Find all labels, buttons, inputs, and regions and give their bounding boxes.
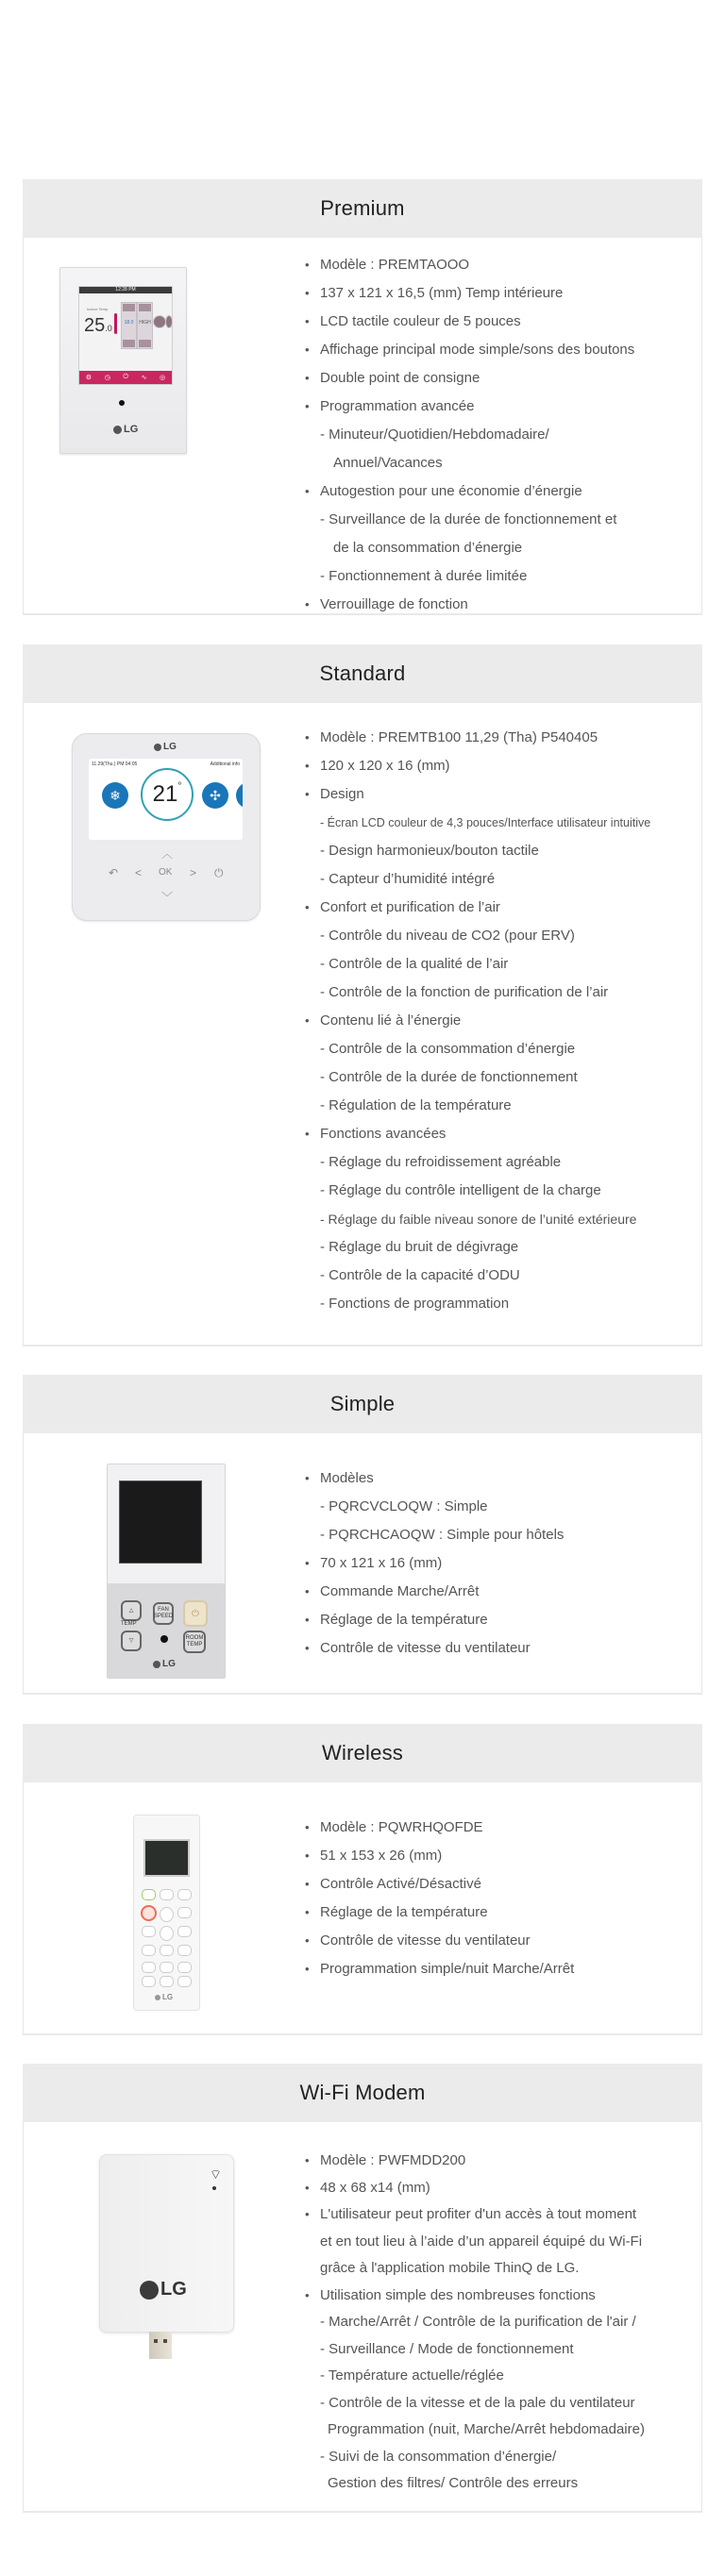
spec-subitem: - Réglage du bruit de dégivrage [320, 1239, 519, 1255]
energy-icon: ∿ [141, 375, 147, 381]
section-premium [23, 179, 702, 615]
screen-clock: 12:28 PM [79, 287, 172, 293]
spec-item: • L'utilisateur peut profiter d'un accès à tout moment [305, 2201, 645, 2229]
spec-list [305, 1814, 574, 1983]
spec-item: • Utilisation simple des nombreuses fonctions [305, 2283, 645, 2310]
power-key-icon: ⏻ [214, 866, 224, 879]
section-title: Standard [319, 661, 406, 685]
down-key-icon: ﹀ [161, 891, 174, 904]
spec-item: • Contrôle de vitesse du ventilateur [305, 1927, 574, 1955]
spec-subitem: - Surveillance / Mode de fonctionnement [320, 2340, 574, 2357]
temp-label: TEMP [121, 1621, 137, 1627]
spec-list [305, 724, 650, 1318]
spec-item: • Autogestion pour une économie d’énergie [305, 477, 634, 506]
lg-logo: LG [155, 1993, 173, 2001]
spec-item: • Modèle : PQWRHQOFDE [305, 1814, 574, 1842]
right-key-icon: > [190, 866, 197, 879]
remote-key [177, 1962, 192, 1973]
spec-item: • Contrôle de vitesse du ventilateur [305, 1634, 564, 1663]
spec-item: • Modèle : PREMTAOOO [305, 251, 634, 279]
standard-controller-image [72, 733, 261, 921]
remote-key [142, 1962, 156, 1973]
spec-subitem: de la consommation d’énergie [333, 540, 523, 556]
remote-key [177, 1907, 192, 1918]
spec-subitem: - Contrôle du niveau de CO2 (pour ERV) [320, 928, 575, 944]
premium-controller-image [59, 267, 187, 454]
remote-screen [143, 1839, 190, 1877]
room-temp-button: ROOM TEMP [183, 1631, 206, 1653]
spec-item: • Programmation simple/nuit Marche/Arrêt [305, 1955, 574, 1983]
remote-key [177, 1945, 192, 1956]
setpoint-control [121, 302, 137, 349]
spec-subitem: - Contrôle de la durée de fonctionnement [320, 1069, 578, 1085]
spec-subitem: - Écran LCD couleur de 4,3 pouces/Interface utilisateur intuitive [320, 816, 651, 829]
settings-icon: ⚙ [85, 375, 93, 381]
spec-subitem: - Réglage du refroidissement agréable [320, 1154, 562, 1170]
fan-icon: ✣ [202, 782, 228, 809]
section-simple [23, 1375, 702, 1695]
spec-item: • Affichage principal mode simple/sons des boutons [305, 336, 634, 364]
remote-key [177, 1976, 192, 1987]
up-arrow-icon [139, 304, 151, 311]
spec-subitem: - Fonctionnement à durée limitée [320, 568, 528, 584]
section-title: Simple [329, 1392, 396, 1415]
remote-key [160, 1976, 174, 1987]
power-icon: ⏻ [183, 1600, 208, 1627]
spec-subitem: - Température actuelle/réglée [320, 2367, 504, 2384]
section-standard [23, 644, 702, 1347]
wifi-modem-image [99, 2154, 234, 2333]
spec-item: • Confort et purification de l’air [305, 894, 650, 922]
down-arrow-icon [123, 340, 135, 347]
lg-logo: LG [153, 1659, 176, 1669]
spec-subitem: - Marche/Arrêt / Contrôle de la purification de l'air / [320, 2314, 636, 2330]
spec-list [305, 2148, 645, 2498]
spec-item: • Programmation avancée [305, 393, 634, 421]
remote-key [160, 1945, 174, 1956]
spec-item: • Design [305, 780, 650, 809]
temperature-dial: 21 ° [141, 768, 194, 821]
usb-connector [149, 2332, 172, 2359]
spec-subitem: - Design harmonieux/bouton tactile [320, 843, 539, 859]
wifi-icon: ⌔ [209, 2166, 222, 2182]
remote-key [177, 1926, 192, 1937]
spec-item: • Contenu lié à l’énergie [305, 1007, 650, 1035]
spec-item: • Modèle : PWFMDD200 [305, 2148, 645, 2175]
spec-item: • Fonctions avancées [305, 1120, 650, 1148]
usb-pin [163, 2339, 167, 2343]
remote-key [142, 1945, 156, 1956]
controller-screen [119, 1480, 202, 1564]
spec-subitem: - Contrôle de la consommation d’énergie [320, 1041, 576, 1057]
spec-subitem: - Capteur d’humidité intégré [320, 871, 496, 887]
sensor-dot [119, 400, 125, 406]
up-key-icon: ︿ [161, 847, 174, 861]
menu-icon: ◎ [160, 375, 166, 381]
section-wireless [23, 1724, 702, 2035]
back-key-icon: ↶ [109, 866, 119, 879]
airflow-icon [165, 315, 173, 328]
section-header [23, 1375, 702, 1433]
mode-icon [153, 315, 166, 328]
spec-subitem: - Régulation de la température [320, 1097, 512, 1113]
spec-item: • Contrôle Activé/Désactivé [305, 1870, 574, 1899]
spec-subitem: - PQRCVCLOQW : Simple [320, 1498, 488, 1514]
spec-subitem: - Contrôle de la capacité d’ODU [320, 1267, 520, 1283]
spec-list [305, 1464, 564, 1663]
section-header [23, 2064, 702, 2122]
snowflake-icon: ❄ [102, 782, 128, 809]
controller-screen [78, 286, 173, 385]
spec-subitem: Programmation (nuit, Marche/Arrêt hebdomadaire) [328, 2421, 645, 2437]
ok-key: OK [159, 867, 173, 878]
section-wifi-modem [23, 2064, 702, 2513]
down-arrow-icon [139, 340, 151, 347]
remote-key [160, 1926, 174, 1941]
remote-key [160, 1962, 174, 1973]
mode-icon [236, 782, 243, 809]
clock-icon: ◷ [104, 375, 110, 381]
spec-subitem: Annuel/Vacances [333, 455, 443, 471]
spec-item: • Verrouillage de fonction [305, 591, 634, 619]
spec-subitem: - Minuteur/Quotidien/Hebdomadaire/ [320, 427, 549, 443]
power-icon [141, 1905, 157, 1921]
spec-item: • Modèles [305, 1464, 564, 1493]
spec-subitem: - Contrôle de la vitesse et de la pale du ventilateur [320, 2394, 635, 2411]
spec-item: • Commande Marche/Arrêt [305, 1578, 564, 1606]
remote-key [142, 1889, 156, 1900]
spec-item: • 120 x 120 x 16 (mm) [305, 752, 650, 780]
spec-item: • Réglage de la température [305, 1899, 574, 1927]
remote-key [142, 1926, 156, 1937]
spec-item: • 70 x 121 x 16 (mm) [305, 1549, 564, 1578]
fan-value: HIGH [139, 320, 151, 326]
screen-datetime: 11.29(Thu.) PM 04:05 [92, 761, 138, 767]
section-header [23, 179, 702, 238]
spec-item: • 51 x 153 x 26 (mm) [305, 1842, 574, 1870]
remote-key [177, 1889, 192, 1900]
power-icon: ⏻ [123, 374, 128, 380]
up-arrow-icon [123, 304, 135, 311]
sensor-dot [160, 1635, 168, 1643]
section-title: Wi-Fi Modem [299, 2081, 426, 2104]
section-header [23, 644, 702, 703]
fan-control [137, 302, 153, 349]
spec-subitem: - Suivi de la consommation d’énergie/ [320, 2448, 557, 2465]
wireless-remote-image [133, 1815, 200, 2011]
spec-subitem: - Réglage du faible niveau sonore de l’unité extérieure [320, 1212, 637, 1227]
thermometer-icon [114, 313, 117, 334]
section-header [23, 1724, 702, 1782]
spec-list [305, 251, 634, 619]
lg-logo: LG [113, 424, 138, 435]
spec-subitem: et en tout lieu à l’aide d’un appareil équipé du Wi-Fi [320, 2233, 643, 2250]
temp-up-icon: △ [121, 1600, 142, 1621]
spec-subitem: - Surveillance de la durée de fonctionnement et [320, 511, 617, 527]
spec-subitem: grâce à l'application mobile ThinQ de LG. [320, 2260, 580, 2276]
spec-item: • Réglage de la température [305, 1606, 564, 1634]
remote-key [160, 1907, 174, 1922]
additional-info-label: Additional info [210, 761, 240, 767]
remote-key [142, 1976, 156, 1987]
spec-item: • 137 x 121 x 16,5 (mm) Temp intérieure [305, 279, 634, 308]
screen-bottom-bar [79, 371, 172, 384]
usb-pin [154, 2339, 158, 2343]
lg-logo: LG [140, 2279, 187, 2300]
spec-item: • Double point de consigne [305, 364, 634, 393]
indoor-temp-value: 25.0 [84, 315, 112, 336]
indoor-temp-label: Indoor Temp [87, 307, 109, 311]
lg-logo: LG [154, 742, 177, 752]
spec-subitem: - Contrôle de la fonction de purification de l’air [320, 984, 609, 1000]
spec-item: • LCD tactile couleur de 5 pouces [305, 308, 634, 336]
fan-speed-button: FAN SPEED [153, 1602, 174, 1625]
spec-subitem: - Contrôle de la qualité de l’air [320, 956, 509, 972]
section-title: Premium [320, 196, 405, 220]
setpoint-value: 18.0 [124, 320, 134, 326]
spec-subitem: - Fonctions de programmation [320, 1296, 510, 1312]
simple-controller-image [107, 1464, 226, 1679]
button-panel [108, 1583, 225, 1678]
section-title: Wireless [322, 1741, 403, 1765]
temp-down-icon: ▽ [121, 1631, 142, 1651]
controller-screen [89, 759, 243, 840]
spec-subitem: - Réglage du contrôle intelligent de la charge [320, 1182, 601, 1198]
spec-subitem: - PQRCHCAOQW : Simple pour hôtels [320, 1527, 565, 1543]
spec-item: • Modèle : PREMTB100 11,29 (Tha) P540405 [305, 724, 650, 752]
left-key-icon: < [135, 866, 143, 879]
spec-subitem: Gestion des filtres/ Contrôle des erreurs [328, 2475, 579, 2491]
status-led [212, 2186, 216, 2190]
remote-key [160, 1889, 174, 1900]
spec-item: • 48 x 68 x14 (mm) [305, 2175, 645, 2202]
